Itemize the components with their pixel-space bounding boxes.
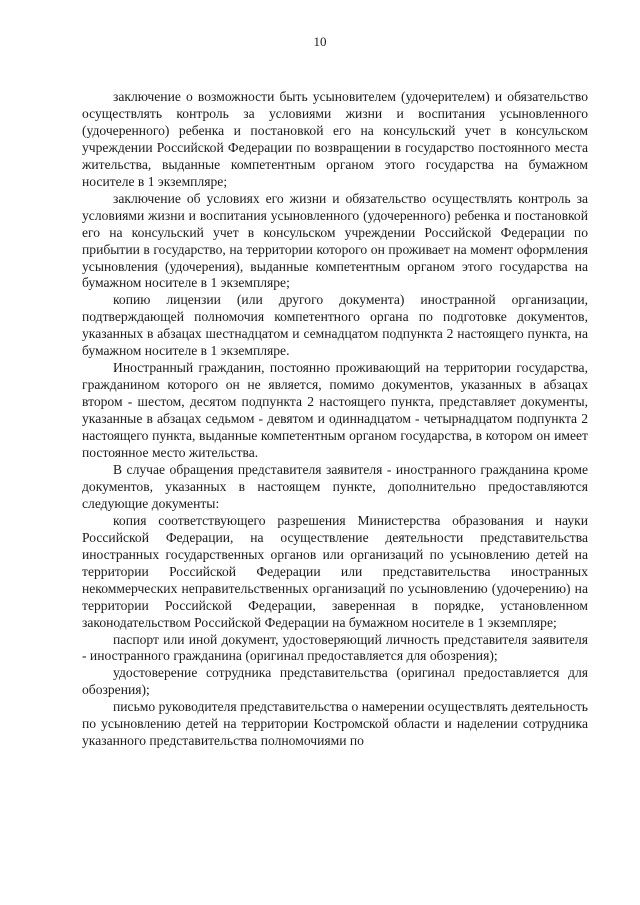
page-number: 10	[313, 34, 327, 49]
document-body	[82, 89, 588, 750]
paragraph-6: копия соответствующего разрешения Министерства образования и науки Российской Федерации, на осуществление деятельности представительства иностранных государственных органов или организаций по усыновлению детей на территории Российской Федерации или представительства иностранных некоммерческих неправительственных организаций по усыновлению (удочерению) на территории Российской Федерации, заверенная в порядке, установленном законодательством Российской Федерации на бумажном носителе в 1 экземпляре;	[82, 512, 588, 630]
paragraph-3: копию лицензии (или другого документа) иностранной организации, подтверждающей полномочия компетентного органа по подготовке документов, указанных в абзацах шестнадцатом и семнадцатом подпункта 2 настоящего пункта, на бумажном носителе в 1 экземпляре.	[82, 292, 588, 359]
paragraph-9: письмо руководителя представительства о намерении осуществлять деятельность по усыновлению детей на территории Костромской области и наделении сотрудника указанного представительства полномочиями по	[82, 699, 588, 749]
paragraph-7: паспорт или иной документ, удостоверяющий личность представителя заявителя - иностранного гражданина (оригинал предоставляется для обозрения);	[82, 631, 588, 664]
paragraph-4: Иностранный гражданин, постоянно проживающий на территории государства, гражданином которого он не является, помимо документов, указанных в абзацах втором - шестом, десятом подпункта 2 настоящего пункта, представляет документы, указанные в абзацах седьмом - девятом и одиннадцатом - четырнадцатом подпункта 2 настоящего пункта, выданные компетентным органом государства, в котором он имеет постоянное место жительства.	[82, 360, 588, 461]
paragraph-5: В случае обращения представителя заявителя - иностранного гражданина кроме документов, указанных в настоящем пункте, дополнительно предоставляются следующие документы:	[82, 461, 588, 511]
paragraph-2: заключение об условиях его жизни и обязательство осуществлять контроль за условиями жизни и воспитания усыновленного (удочеренного) ребенка и постановкой его на консульский учет в консульском учреждении Российской Федерации по прибытии в государство, на территории которого он проживает на момент оформления усыновления (удочерения), выданные компетентным органом этого государства на бумажном носителе в 1 экземпляре;	[82, 190, 588, 291]
paragraph-8: удостоверение сотрудника представительства (оригинал предоставляется для обозрения);	[82, 665, 588, 698]
paragraph-1: заключение о возможности быть усыновителем (удочерителем) и обязательство осуществлять контроль за условиями жизни и воспитания усыновленного (удочеренного) ребенка и постановкой его на консульский учет в консульском учреждении Российской Федерации по возвращении в государство постоянного места жительства, выданные компетентным органом этого государства на бумажном носителе в 1 экземпляре;	[82, 89, 588, 189]
